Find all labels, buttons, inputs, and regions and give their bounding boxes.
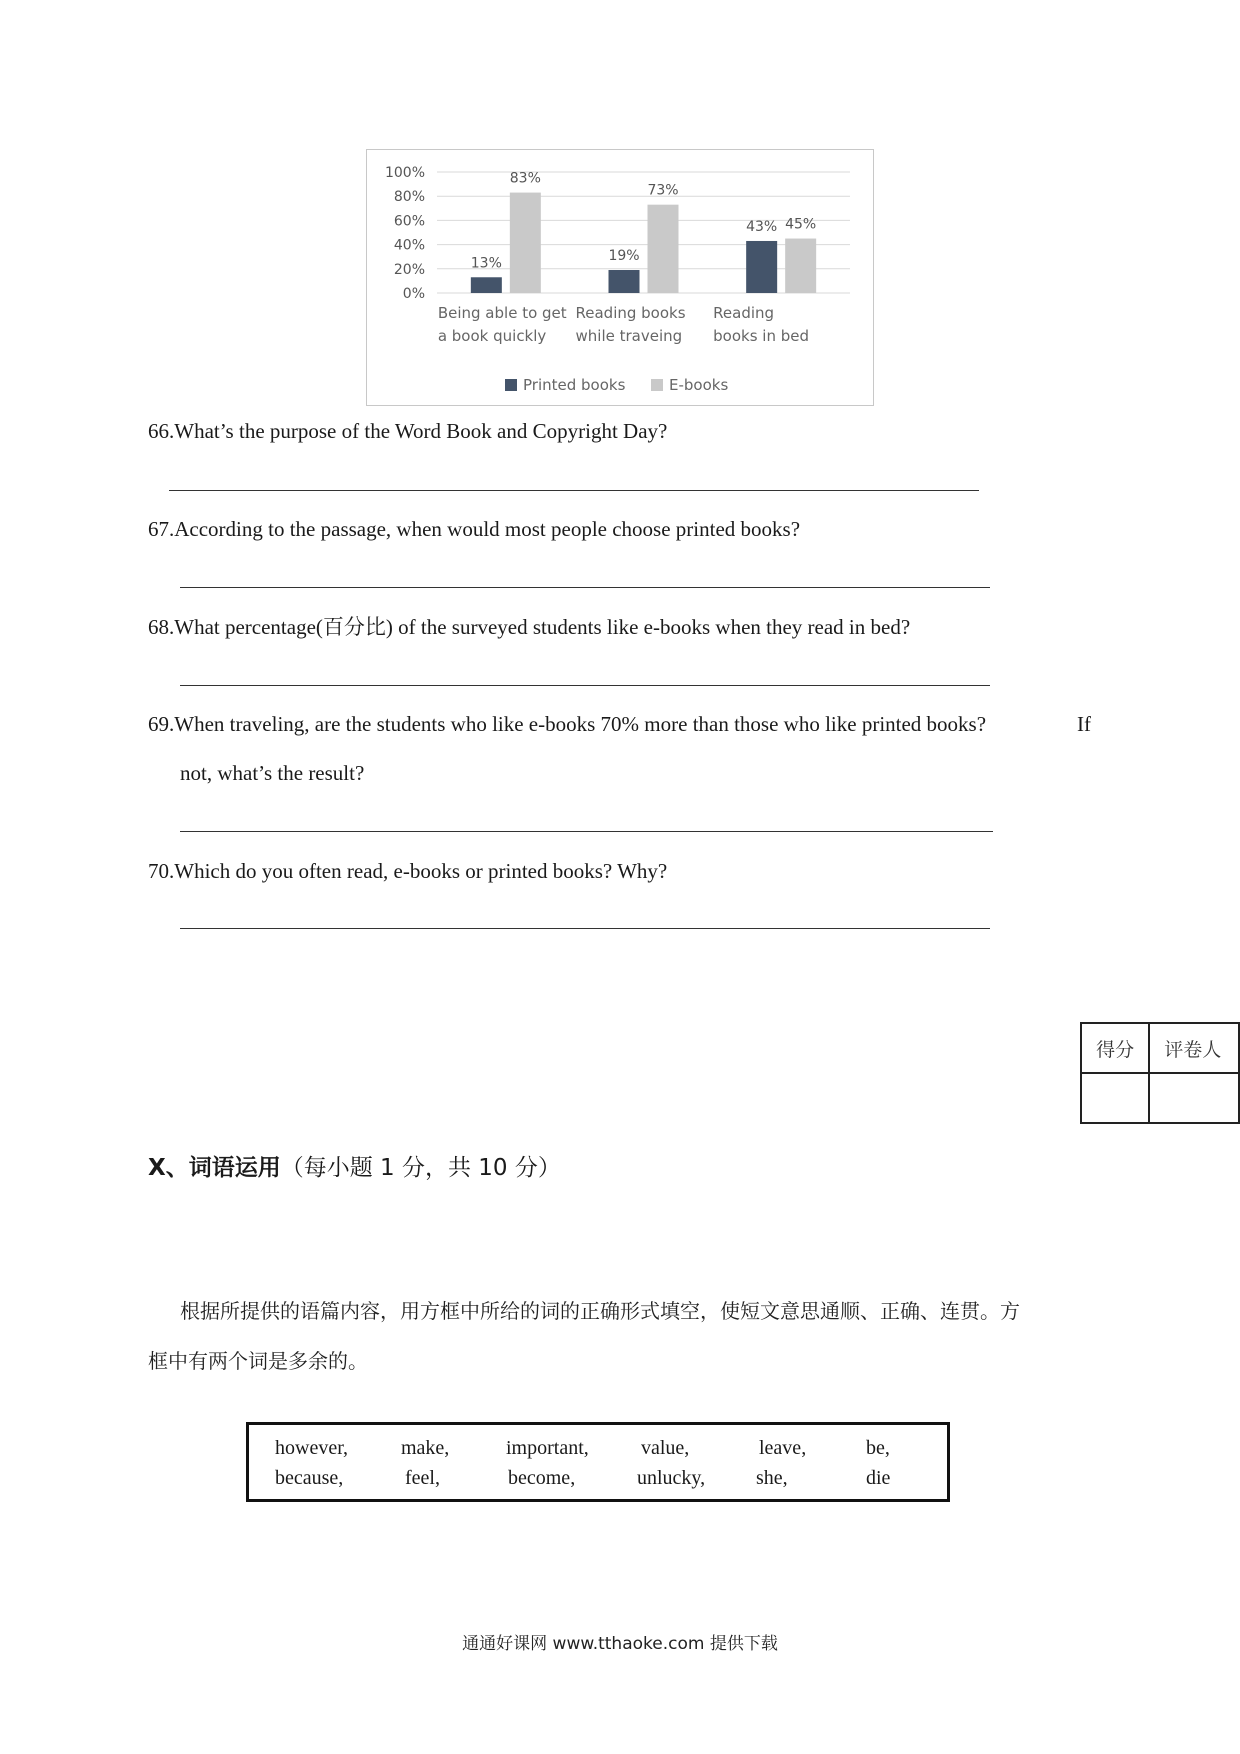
section-note: （每小题 1 分，共 10 分） bbox=[280, 1155, 561, 1181]
legend-label: Printed books bbox=[523, 376, 626, 394]
score-table bbox=[1080, 1022, 1240, 1124]
bar-ebooks bbox=[510, 193, 541, 293]
word-item: because, bbox=[275, 1467, 344, 1489]
category-label: Being able to get a book quickly bbox=[437, 304, 567, 345]
question-66: 66.What’s the purpose of the Word Book and Copyright Day? bbox=[148, 419, 668, 443]
word-item: unlucky, bbox=[637, 1467, 706, 1489]
legend-label: E-books bbox=[669, 376, 729, 394]
question-70: 70.Which do you often read, e-books or printed books? Why? bbox=[148, 859, 668, 883]
answer-line-67[interactable] bbox=[180, 587, 990, 588]
answer-line-70[interactable] bbox=[180, 928, 990, 929]
word-item: however, bbox=[275, 1437, 349, 1459]
word-item: die bbox=[866, 1467, 891, 1489]
bar-chart bbox=[366, 149, 874, 406]
word-item: be, bbox=[866, 1437, 890, 1459]
data-label: 45% bbox=[785, 216, 817, 233]
question-69-if: If bbox=[1077, 712, 1091, 736]
bar-ebooks bbox=[648, 205, 679, 293]
y-tick-label: 40% bbox=[393, 237, 425, 254]
bar-printed bbox=[609, 270, 640, 293]
score-cell[interactable] bbox=[1081, 1073, 1149, 1123]
legend-swatch bbox=[651, 379, 663, 391]
grader-label: 评卷人 bbox=[1149, 1023, 1239, 1073]
section-heading bbox=[148, 1149, 561, 1182]
y-tick-label: 100% bbox=[384, 165, 425, 181]
question-69: 69.When traveling, are the students who like e-books 70% more than those who like printed books? bbox=[148, 712, 987, 736]
score-label: 得分 bbox=[1081, 1023, 1149, 1073]
word-item: she, bbox=[756, 1467, 788, 1489]
category-label: Reading books while traveing bbox=[575, 304, 686, 345]
question-67: 67.According to the passage, when would most people choose printed books? bbox=[148, 517, 801, 541]
bar-printed bbox=[746, 241, 777, 293]
data-label: 13% bbox=[470, 255, 502, 272]
word-item: feel, bbox=[405, 1467, 440, 1489]
answer-line-66[interactable] bbox=[169, 490, 979, 491]
y-tick-label: 80% bbox=[393, 189, 425, 206]
data-label: 83% bbox=[509, 170, 541, 187]
word-item: become, bbox=[508, 1467, 576, 1489]
answer-line-68[interactable] bbox=[180, 685, 990, 686]
legend-swatch bbox=[505, 379, 517, 391]
answer-line-69[interactable] bbox=[180, 831, 993, 832]
word-item: make, bbox=[401, 1437, 450, 1459]
instruction-line-1: 根据所提供的语篇内容，用方框中所给的词的正确形式填空，使短文意思通顺、正确、连贯。方 bbox=[180, 1299, 1020, 1323]
word-item: value, bbox=[641, 1437, 690, 1459]
category-label: Reading books in bed bbox=[713, 304, 810, 345]
data-label: 43% bbox=[746, 218, 778, 235]
bar-printed bbox=[471, 277, 502, 293]
footer: 通通好课网 www.tthaoke.com 提供下载 bbox=[462, 1634, 778, 1654]
question-69-continued: not, what’s the result? bbox=[180, 761, 365, 785]
instruction-line-2: 框中有两个词是多余的。 bbox=[148, 1349, 368, 1373]
word-box bbox=[246, 1422, 950, 1502]
grader-cell[interactable] bbox=[1149, 1073, 1239, 1123]
chart-svg bbox=[367, 150, 873, 405]
question-68: 68.What percentage(百分比) of the surveyed students like e-books when they read in bed? bbox=[148, 615, 911, 639]
section-title: X、词语运用 bbox=[148, 1155, 281, 1181]
word-item: leave, bbox=[759, 1437, 807, 1459]
data-label: 19% bbox=[608, 248, 640, 265]
bar-ebooks bbox=[785, 239, 816, 293]
y-tick-label: 0% bbox=[402, 286, 425, 302]
data-label: 73% bbox=[647, 182, 679, 199]
y-tick-label: 60% bbox=[393, 213, 425, 230]
word-item: important, bbox=[506, 1437, 589, 1459]
y-tick-label: 20% bbox=[393, 261, 425, 278]
